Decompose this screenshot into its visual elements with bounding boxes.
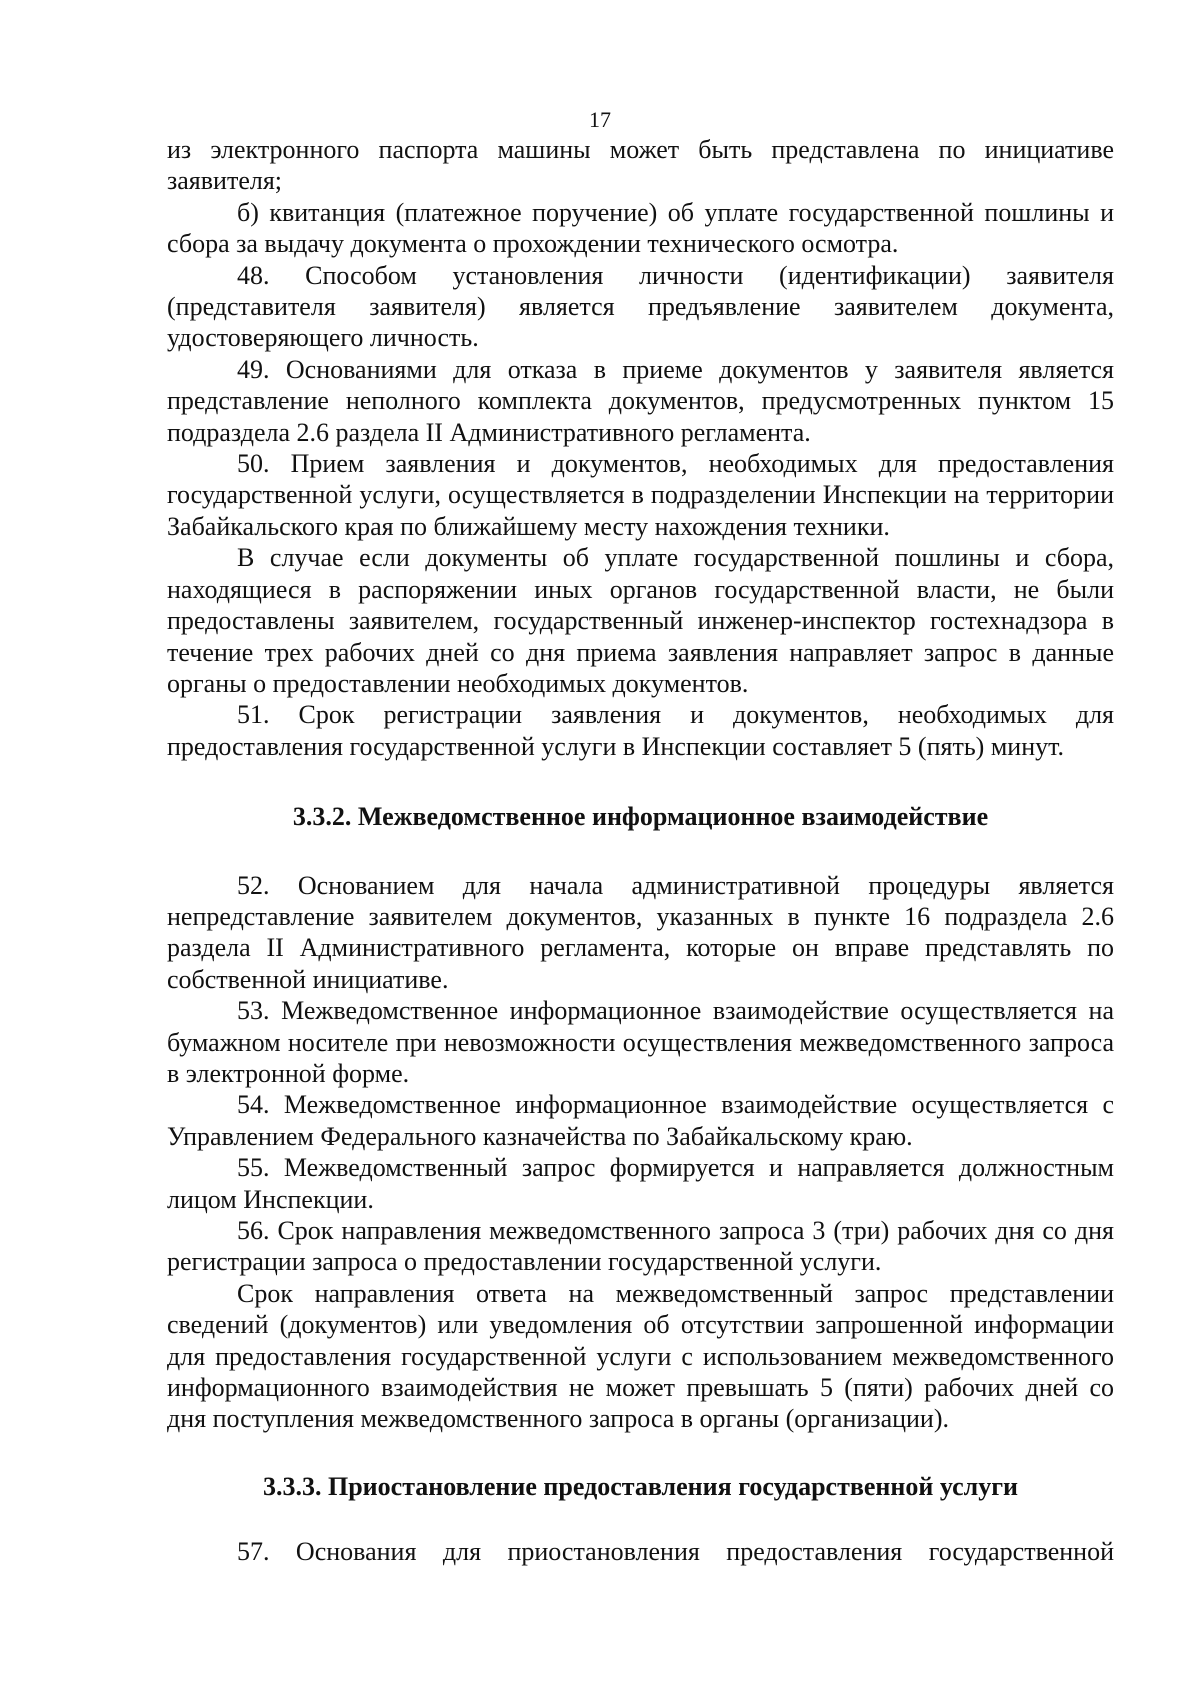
paragraph-49: 49. Основаниями для отказа в приеме документов у заявителя является представление неполного комплекта документов, предусмотренных пунктом 15 подраздела 2.6 раздела II Административного регламента. bbox=[167, 354, 1114, 447]
paragraph-50: 50. Прием заявления и документов, необходимых для предоставления государственной услуги, осуществляется в подразделении Инспекции на территории Забайкальского края по ближайшему месту нахождения техники. bbox=[167, 449, 1114, 541]
paragraph-item-b: б) квитанция (платежное поручение) об уплате государственной пошлины и сбора за выдачу документа о прохождении технического осмотра. bbox=[167, 197, 1114, 259]
paragraph-50-continued: В случае если документы об уплате государственной пошлины и сбора, находящиеся в распоряжении иных органов государственной власти, не были предоставлены заявителем, государственный инженер-инспектор гостехнадзора в течение трех рабочих дней со дня приема заявления направляет запрос в данные органы о предоставлении необходимых документов. bbox=[167, 543, 1114, 698]
paragraph-55: 55. Межведомственный запрос формируется и направляется должностным лицом Инспекции. bbox=[167, 1153, 1114, 1214]
paragraph-54: 54. Межведомственное информационное взаимодействие осуществляется с Управлением Федерального казначейства по Забайкальскому краю. bbox=[167, 1090, 1114, 1151]
page-number: 17 bbox=[589, 107, 611, 132]
paragraph-51: 51. Срок регистрации заявления и документов, необходимых для предоставления государственной услуги в Инспекции составляет 5 (пять) минут. bbox=[167, 700, 1114, 761]
paragraph-48: 48. Способом установления личности (идентификации) заявителя (представителя заявителя) является предъявление заявителем документа, удостоверяющего личность. bbox=[167, 260, 1114, 353]
paragraph-52: 52. Основанием для начала административной процедуры является непредставление заявителем документов, указанных в пункте 16 подраздела 2.6 раздела II Административного регламента, которые он вправе представлять по собственной инициативе. bbox=[167, 870, 1114, 994]
section-heading-3-3-2: 3.3.2. Межведомственное информационное взаимодействие bbox=[292, 802, 989, 832]
paragraph-56-continued: Срок направления ответа на межведомственный запрос представлении сведений (документов) или уведомления об отсутствии запрошенной информации для предоставления государственной услуги с использованием межведомственного информационного взаимодействия не может превышать 5 (пяти) рабочих дней со дня поступления межведомственного запроса в органы (организации). bbox=[167, 1278, 1114, 1434]
section-heading-3-3-3: 3.3.3. Приостановление предоставления государственной услуги bbox=[262, 1471, 1018, 1501]
paragraph-57: 57. Основания для приостановления предоставления государственной bbox=[237, 1537, 1114, 1567]
document-body bbox=[167, 134, 1114, 1568]
paragraph-56: 56. Срок направления межведомственного запроса 3 (три) рабочих дня со дня регистрации запроса о предоставлении государственной услуги. bbox=[167, 1216, 1114, 1277]
paragraph-continuation: из электронного паспорта машины может быть представлена по инициативе заявителя; bbox=[167, 135, 1114, 196]
paragraph-53: 53. Межведомственное информационное взаимодействие осуществляется на бумажном носителе при невозможности осуществления межведомственного запроса в электронной форме. bbox=[167, 996, 1114, 1088]
